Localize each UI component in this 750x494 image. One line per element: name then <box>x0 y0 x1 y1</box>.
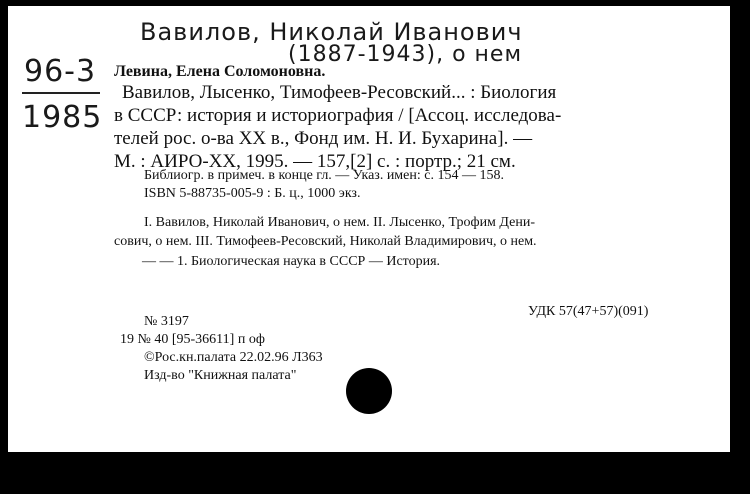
subject-tracing-line-3: — — 1. Биологическая наука в СССР — История. <box>142 254 441 269</box>
author-heading: Левина, Елена Соломоновна. <box>114 63 326 80</box>
title-line-3: телей рос. о-ва XX в., Фонд им. Н. И. Бухарина]. — <box>114 128 533 149</box>
footer-line-2: ©Рос.кн.палата 22.02.96 Л363 <box>144 350 323 365</box>
bibliography-note: Библиогр. в примеч. в конце гл. — Указ. имен: с. 154 — 158. <box>144 168 504 183</box>
title-line-1: Вавилов, Лысенко, Тимофеев-Ресовский... : Биология <box>122 82 557 103</box>
title-line-2: в СССР: история и историография / [Ассоц. исследова- <box>114 105 562 126</box>
handwritten-shelf-mark-bottom: 1985 <box>22 100 103 135</box>
isbn-note: ISBN 5-88735-005-9 : Б. ц., 1000 экз. <box>144 186 361 201</box>
footer-line-1: 19 № 40 [95-36611] п оф <box>120 332 265 347</box>
subject-tracing-line-1: I. Вавилов, Николай Иванович, о нем. II. Лысенко, Трофим Дени- <box>144 215 535 230</box>
footer-line-3: Изд-во "Книжная палата" <box>144 368 297 383</box>
imprint-line: М. : АИРО-ХХ, 1995. — 157,[2] с. : портр.; 21 см. <box>114 151 516 172</box>
handwritten-subject-line-2: (1887-1943), о нем <box>288 42 523 67</box>
card-punch-hole <box>346 368 392 414</box>
handwritten-shelf-mark-top: 96-3 <box>24 54 97 89</box>
udk-code: УДК 57(47+57)(091) <box>528 304 649 319</box>
shelf-mark-divider <box>22 92 100 94</box>
subject-tracing-line-2: сович, о нем. III. Тимофеев-Ресовский, Николай Владимирович, о нем. <box>114 234 537 249</box>
handwritten-subject-line-1: Вавилов, Николай Иванович <box>140 18 523 46</box>
catalog-card <box>8 6 730 452</box>
card-number: № 3197 <box>144 314 189 329</box>
